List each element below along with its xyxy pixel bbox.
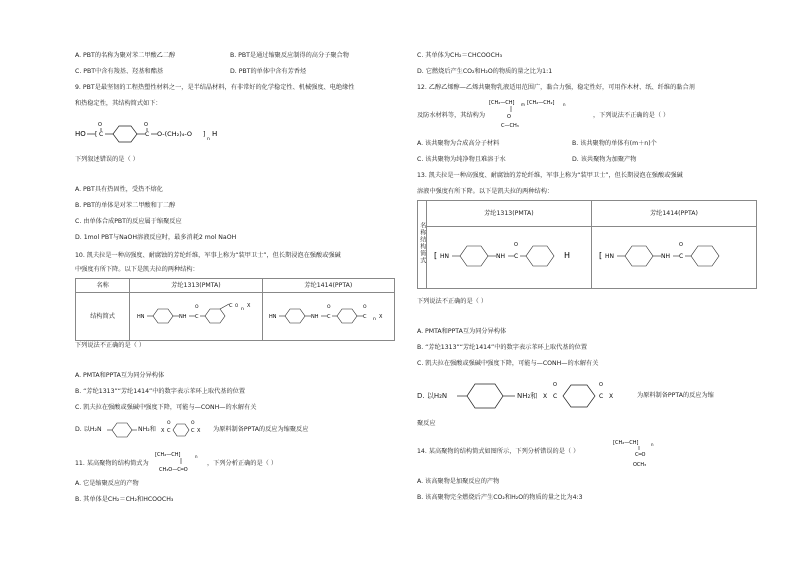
svg-text:C—CH₃: C—CH₃ (501, 123, 519, 129)
q9-stem-line2: 和热稳定性，其结构简式如下： (75, 100, 162, 107)
q11-option-d: D. 它燃烧后产生CO₂和H₂O的物质的量之比为1:1 (417, 68, 553, 75)
q13-d-acyl-svg (543, 376, 633, 414)
svg-text:O: O (513, 242, 518, 249)
q11-option-c: C. 其单体为CH₂＝CHCOOCH₃ (417, 52, 503, 59)
svg-text:[: [ (433, 251, 438, 261)
svg-text:O: O (234, 303, 239, 309)
svg-text:X: X (379, 314, 383, 321)
svg-text:HN: HN (269, 314, 277, 321)
pbt-bracket-left: [ (95, 131, 98, 138)
benzene-ring-icon (337, 309, 357, 323)
svg-text:NH: NH (495, 253, 505, 261)
q10-table-header-ppta: 芳纶1414(PPTA) (262, 279, 394, 293)
q13-header-ppta: 芳纶1414(PPTA) (591, 201, 756, 227)
q13-stem-line2: 溶液中强度有所下降。以下是凯夫拉的两种结构： (417, 188, 554, 195)
svg-text:n: n (563, 102, 566, 107)
q13-pmta-structure (426, 227, 591, 289)
benzene-ring-icon (460, 246, 488, 266)
benzene-ring-icon (153, 309, 173, 323)
pbt-ho-label: HO (75, 130, 86, 138)
q13-ppta-svg (599, 236, 749, 276)
q13-d-post: 为原料制备PPTA的反应为缩 (637, 392, 714, 399)
q9-ask: 下列叙述错误的是（ ） (75, 156, 139, 163)
q13-stem-line1: 13. 凯夫拉是一种高强度、耐腐蚀的芳纶纤维，军事上称为“装甲卫士”，但长期浸泡在强酸或强碱 (417, 172, 683, 179)
q13-d-continued: 聚反应 (417, 420, 436, 427)
q13-ask: 下列说法不正确的是（ ） (417, 298, 488, 305)
q10-table-header-name: 名称 (76, 279, 130, 293)
pbt-h-label: H (212, 130, 218, 138)
q10-d-mid: NH₂和 (138, 426, 156, 433)
svg-text:O: O (191, 421, 195, 426)
q12-option-a: A. 该共聚物为合成高分子材料 (417, 140, 500, 147)
svg-text:C: C (191, 428, 195, 434)
svg-text:X: X (609, 393, 614, 400)
benzene-ring-icon (563, 385, 595, 407)
svg-text:n: n (373, 317, 377, 323)
q12-stem-line2 (417, 94, 747, 130)
q14-option-b: B. 该高聚物完全燃烧后产生CO₂和H₂O的物质的量之比为4:3 (417, 494, 583, 501)
q10-d-ring-svg (107, 420, 137, 440)
q10-ask: 下列说法不正确的是（ ） (75, 342, 146, 349)
q10-d-post: 为原料制备PPTA的反应为缩聚反应 (213, 426, 309, 433)
svg-text:C: C (678, 253, 684, 261)
q11-stem-text: 11. 某高聚物的结构简式为 (75, 460, 149, 467)
q12-stem-text: 及防水材料等，其结构为 (417, 112, 486, 119)
q10-pmta-structure (130, 293, 262, 341)
q8-option-d: D. PBT的单体中含有芳香烃 (230, 68, 307, 75)
benzene-ring-icon (173, 424, 189, 436)
svg-text:X: X (197, 428, 201, 434)
q13-d-mid: NH₂和 (517, 392, 538, 400)
q11-ask: ，下列分析正确的是（ ） (207, 460, 278, 467)
q10-d-prefix: D. 以H₂N (75, 426, 102, 433)
q10-table-header-pmta: 芳纶1313(PMTA) (130, 279, 262, 293)
q13-option-c: C. 凯夫拉在强酸或强碱中强度下降，可能与—CONH—的水解有关 (417, 360, 599, 367)
q10-ppta-structure (262, 293, 394, 341)
q14-stem (417, 434, 757, 474)
ppta-structure-svg (269, 300, 387, 330)
q9-stem-line1: 9. PBT是最坚韧的工程热塑性材料之一，是半结晶材料，有非常好的化学稳定性、机械强度、电绝缘性 (75, 84, 355, 91)
svg-text:C: C (513, 253, 519, 261)
q14-option-a: A. 该高聚物是加聚反应的产物 (417, 478, 500, 485)
svg-text:C: C (194, 314, 199, 321)
q13-d-prefix: D. 以H₂N (417, 392, 448, 400)
q13-structure-table (417, 200, 757, 289)
q14-polymer-svg (613, 434, 663, 472)
benzene-ring-icon (113, 126, 137, 142)
q10-table-row-label: 结构简式 (76, 293, 130, 341)
q13-option-d (417, 376, 757, 416)
svg-text:C: C (363, 314, 367, 321)
svg-text:[: [ (598, 251, 603, 261)
svg-text:[CH₂—CH]: [CH₂—CH] (489, 100, 515, 106)
q13-pmta-svg (434, 236, 584, 276)
svg-text:O: O (553, 382, 557, 388)
pbt-chain-label: O-(CH₂)₄-O (157, 130, 192, 138)
benzene-ring-icon (625, 246, 653, 266)
benzene-ring-icon (467, 384, 503, 408)
q11-stem (75, 446, 405, 480)
svg-text:O: O (98, 122, 102, 128)
svg-text:[CH₂—CH₂]: [CH₂—CH₂] (527, 100, 555, 106)
q10-stem-line2: 中强度有所下降。以下是凯夫拉的两种结构： (75, 266, 199, 273)
q10-structure-table (75, 278, 395, 341)
q13-side-label-cell (418, 201, 427, 289)
q12-option-b: B. 该共聚物的单体有(m＋n)个 (572, 140, 657, 147)
svg-text:NH: NH (311, 314, 319, 321)
svg-text:C: C (145, 131, 150, 138)
q10-d-acyl-svg (161, 418, 211, 442)
svg-text:CH₃O—C═O: CH₃O—C═O (159, 467, 188, 473)
q9-pbt-formula (75, 116, 275, 152)
q11-option-b: B. 其单体是CH₂＝CH₂和HCOOCH₃ (75, 496, 174, 503)
q12-option-c: C. 该共聚物为纯净物且难溶于水 (417, 156, 506, 163)
svg-text:C: C (99, 131, 104, 138)
svg-text:X: X (246, 303, 251, 310)
svg-text:n: n (195, 454, 198, 459)
q8-option-b: B. PBT是通过缩聚反应制得的高分子聚合物 (230, 52, 349, 59)
q11-polymer-svg (155, 446, 205, 480)
q9-option-c: C. 由单体合成PBT的反应属于缩聚反应 (75, 218, 182, 225)
q8-option-c: C. PBT中含有羧基、羟基和酯基 (75, 68, 164, 75)
svg-text:HN: HN (136, 314, 145, 321)
svg-text:HN: HN (604, 253, 614, 261)
svg-text:m: m (521, 102, 525, 107)
q14-stem-text: 14. 某高聚物的结构简式如图所示，下列分析错误的是（ ） (417, 448, 580, 455)
benzene-ring-icon (526, 246, 554, 266)
svg-text:[CH₂—CH]: [CH₂—CH] (155, 452, 181, 458)
svg-text:O: O (327, 305, 331, 311)
svg-text:O: O (144, 122, 148, 128)
q11-option-a: A. 它是缩聚反应的产物 (75, 480, 139, 487)
q12-option-d: D. 该共聚物为加聚产物 (572, 156, 637, 163)
benzene-ring-icon (205, 309, 225, 323)
q13-header-pmta: 芳纶1313(PMTA) (426, 201, 591, 227)
svg-text:[CH₂—CH]: [CH₂—CH] (613, 440, 639, 446)
svg-text:n: n (240, 307, 244, 313)
q13-side-label: 名称结构简式 (418, 222, 426, 265)
q10-option-b: B. “芳纶1313”“芳纶1414”中的数字表示苯环上取代基的位置 (75, 388, 246, 395)
svg-text:NH: NH (660, 253, 670, 261)
benzene-ring-icon (285, 309, 305, 323)
q9-option-a: A. PBT具有热固性，受热不熔化 (75, 186, 163, 193)
benzene-ring-icon (112, 423, 132, 437)
svg-text:C: C (553, 393, 558, 400)
q12-ask: ，下列说法不正确的是（ ） (593, 112, 670, 119)
q13-option-b: B. “芳纶1313”“芳纶1414”中的数字表示苯环上取代基的位置 (417, 344, 588, 351)
svg-text:n: n (207, 137, 210, 142)
svg-text:O: O (194, 305, 199, 311)
svg-text:X: X (543, 393, 548, 400)
svg-text:H: H (563, 251, 570, 261)
svg-text:O: O (599, 382, 603, 388)
q10-option-d (75, 418, 405, 442)
q13-ppta-structure (591, 227, 756, 289)
svg-text:NH: NH (178, 314, 187, 321)
pbt-structure-svg (75, 116, 275, 152)
svg-text:]: ] (203, 131, 206, 138)
svg-text:C: C (167, 428, 171, 434)
q13-d-ring-svg (457, 378, 517, 412)
q9-option-b: B. PBT的单体是对苯二甲酸和丁二醇 (75, 202, 176, 209)
q12-stem-line1: 12. 乙醇乙烯醇—乙烯共聚物乳液适用范围广，黏合力强，稳定性好，可用作木材、纸、纤维的黏合剂 (417, 84, 695, 91)
q10-option-a: A. PMTA和PPTA互为同分异构体 (75, 372, 165, 379)
svg-text:O: O (167, 421, 171, 426)
svg-text:O: O (678, 242, 683, 249)
svg-text:OCH₃: OCH₃ (633, 462, 647, 468)
svg-text:C: C (327, 314, 331, 321)
q10-stem-line1: 10. 凯夫拉是一种高强度、耐腐蚀的芳纶纤维，军事上称为“装甲卫士”，但长期浸泡在强酸或强碱 (75, 252, 341, 259)
q8-option-a: A. PBT的名称为聚对苯二甲酸乙二醇 (75, 52, 176, 59)
pmta-structure-svg (137, 300, 255, 330)
svg-text:O: O (363, 305, 367, 311)
svg-text:C═O: C═O (635, 452, 646, 458)
svg-text:C: C (228, 303, 233, 310)
svg-text:n: n (651, 442, 654, 447)
q13-option-a: A. PMTA和PPTA互为同分异构体 (417, 328, 507, 335)
q9-option-d: D. 1mol PBT与NaOH溶液反应时，最多消耗2 mol NaOH (75, 234, 237, 241)
svg-text:X: X (161, 428, 165, 434)
q12-copolymer-svg (489, 94, 589, 130)
benzene-ring-icon (691, 246, 719, 266)
q10-option-c: C. 凯夫拉在强酸或强碱中强度下降，可能与—CONH—的水解有关 (75, 404, 257, 411)
svg-text:O: O (507, 114, 511, 120)
svg-text:C: C (599, 393, 604, 400)
svg-text:HN: HN (439, 253, 449, 261)
